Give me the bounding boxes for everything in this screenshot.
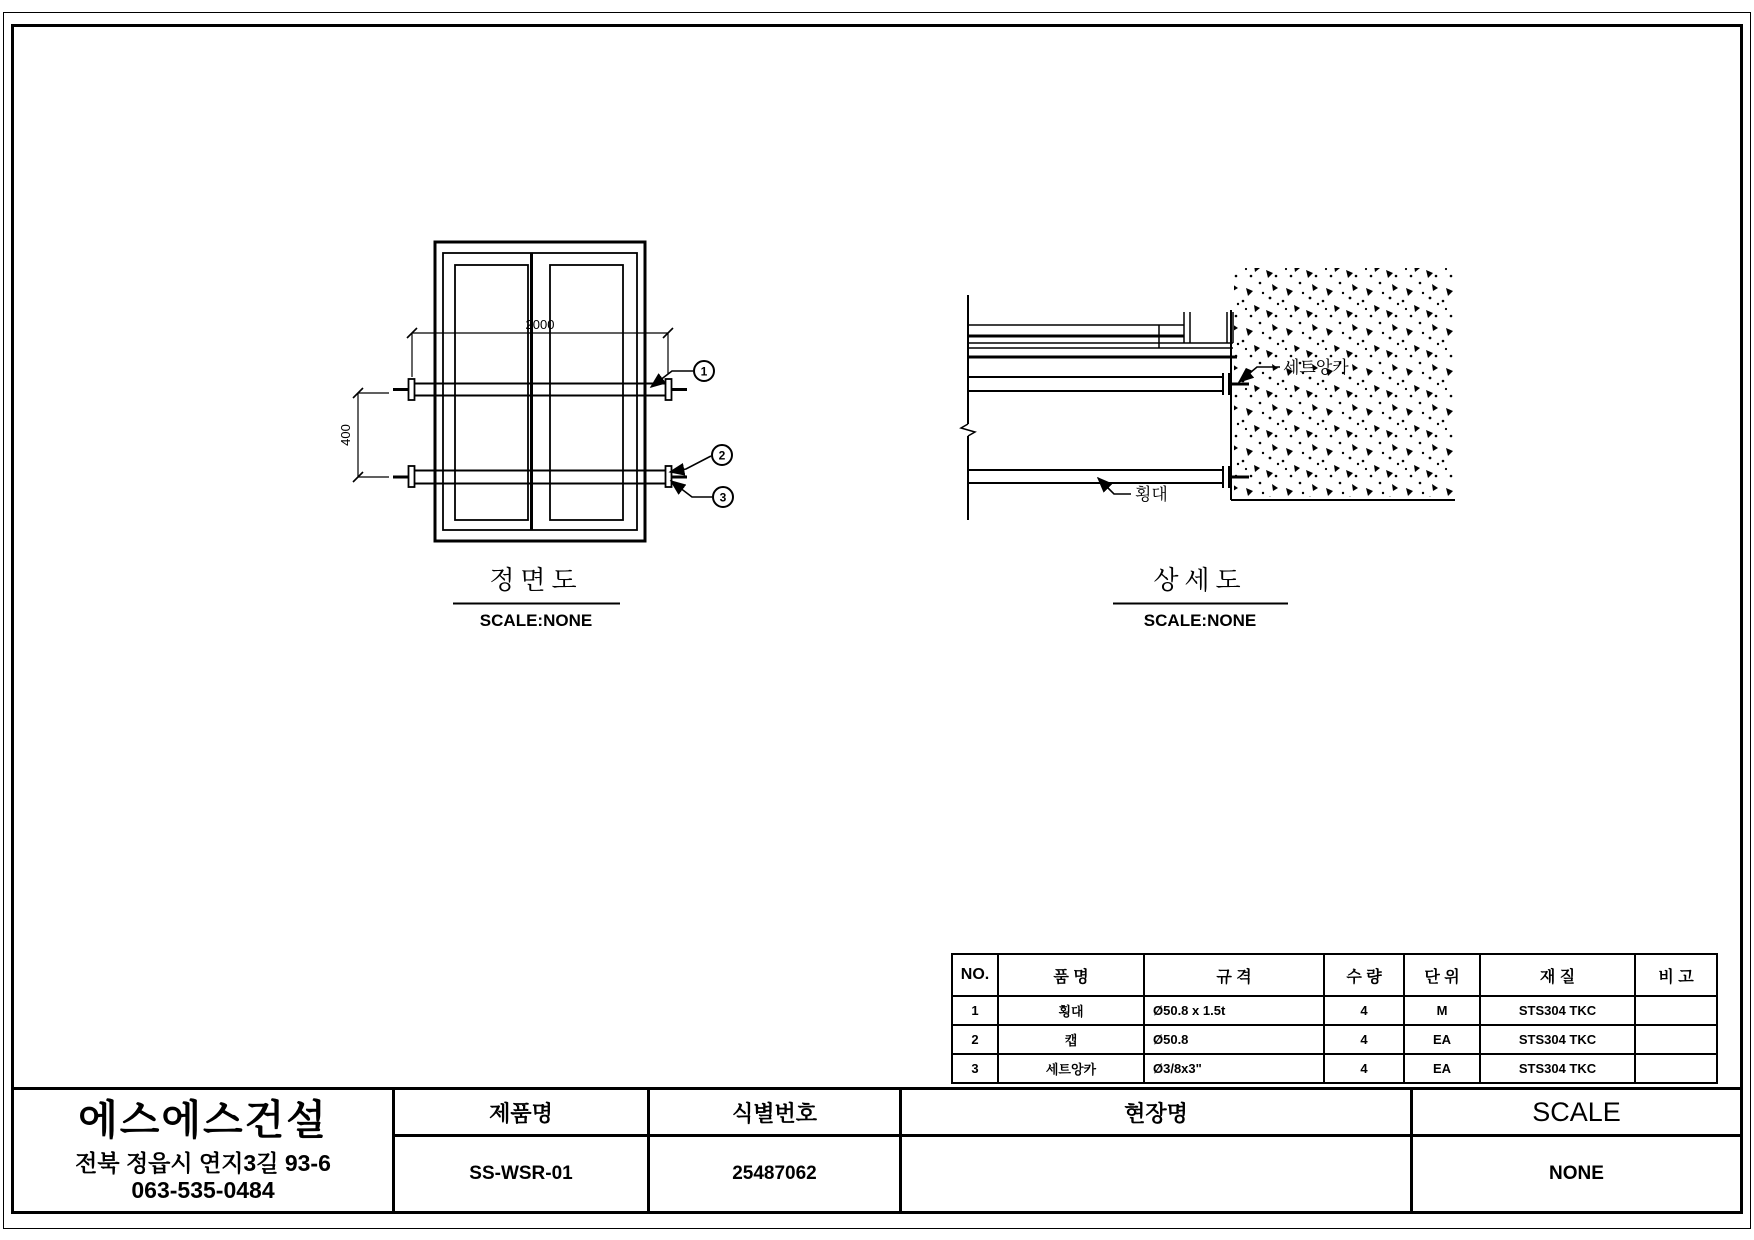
company-info [14,1090,395,1211]
detail-view-scale: SCALE:NONE [1143,611,1257,630]
parts-table-header [952,954,1717,996]
col-remarks: 비 고 [1635,954,1717,996]
concrete-wall [1231,268,1455,500]
cell-spec: Ø3/8x3" [1144,1054,1324,1083]
cell-material: STS304 TKC [1480,1025,1635,1054]
title-block [11,1087,1743,1214]
frame-head-profile [968,312,1237,357]
callout-3 [671,481,733,507]
company-address: 전북 정읍시 연지3길 93-6 [75,1150,331,1176]
col-qty: 수 량 [1324,954,1404,996]
rail-1 [393,379,687,400]
site-name-header: 현장명 [902,1090,1413,1137]
cell-remarks [1635,996,1717,1025]
cell-unit: EA [1404,1025,1480,1054]
rail-label: 횡대 [1135,485,1168,504]
id-number-value: 25487062 [650,1137,902,1211]
table-row [952,1054,1717,1083]
dimension-spacing [338,388,389,482]
cell-material: STS304 TKC [1480,996,1635,1025]
front-view-scale: SCALE:NONE [479,611,593,630]
rail-callout [1098,478,1168,504]
product-name-header: 제품명 [395,1090,650,1137]
cell-unit: M [1404,996,1480,1025]
col-no: NO. [952,954,998,996]
cell-no: 1 [952,996,998,1025]
product-name-value: SS-WSR-01 [395,1137,650,1211]
anchor-label: 세트앙카 [1283,358,1349,377]
col-unit: 단 위 [1404,954,1480,996]
col-spec: 규 격 [1144,954,1324,996]
col-material: 재 질 [1480,954,1635,996]
right-panel [550,265,623,520]
cell-name: 세트앙카 [998,1054,1144,1083]
left-panel [455,265,528,520]
frame-outer [435,242,645,541]
break-symbol [961,424,975,436]
company-name: 에스에스건설 [78,1097,328,1143]
frame-inner [443,253,637,530]
company-phone: 063-535-0484 [131,1177,275,1203]
cell-unit: EA [1404,1054,1480,1083]
col-name: 품 명 [998,954,1144,996]
cell-remarks [1635,1025,1717,1054]
dimension-width [407,317,673,377]
scale-header: SCALE [1413,1090,1740,1137]
cell-qty: 4 [1324,996,1404,1025]
cell-spec: Ø50.8 [1144,1025,1324,1054]
cell-remarks [1635,1054,1717,1083]
cell-material: STS304 TKC [1480,1054,1635,1083]
rail-2 [393,466,687,487]
table-row [952,1025,1717,1054]
callout-3-number: 3 [719,490,727,505]
detail-rail-1 [968,373,1249,395]
callout-2-number: 2 [718,448,726,463]
cell-no: 2 [952,1025,998,1054]
dim-width-text: 2000 [525,317,555,332]
callout-2 [670,445,732,472]
dim-spacing-text: 400 [338,424,353,446]
front-view-title: 정면도 [489,565,583,595]
cell-qty: 4 [1324,1025,1404,1054]
cell-no: 3 [952,1054,998,1083]
table-row [952,996,1717,1025]
parts-table [951,953,1718,1084]
cell-name: 횡대 [998,996,1144,1025]
front-view [338,242,733,630]
callout-1-number: 1 [700,364,708,379]
scale-value: NONE [1549,1163,1604,1184]
cell-name: 캡 [998,1025,1144,1054]
detail-view-title: 상세도 [1153,565,1247,595]
detail-view [961,268,1455,630]
cell-spec: Ø50.8 x 1.5t [1144,996,1324,1025]
id-number-header: 식별번호 [650,1090,902,1137]
detail-rail-2 [968,466,1249,488]
site-name-value [902,1137,1413,1211]
cell-qty: 4 [1324,1054,1404,1083]
